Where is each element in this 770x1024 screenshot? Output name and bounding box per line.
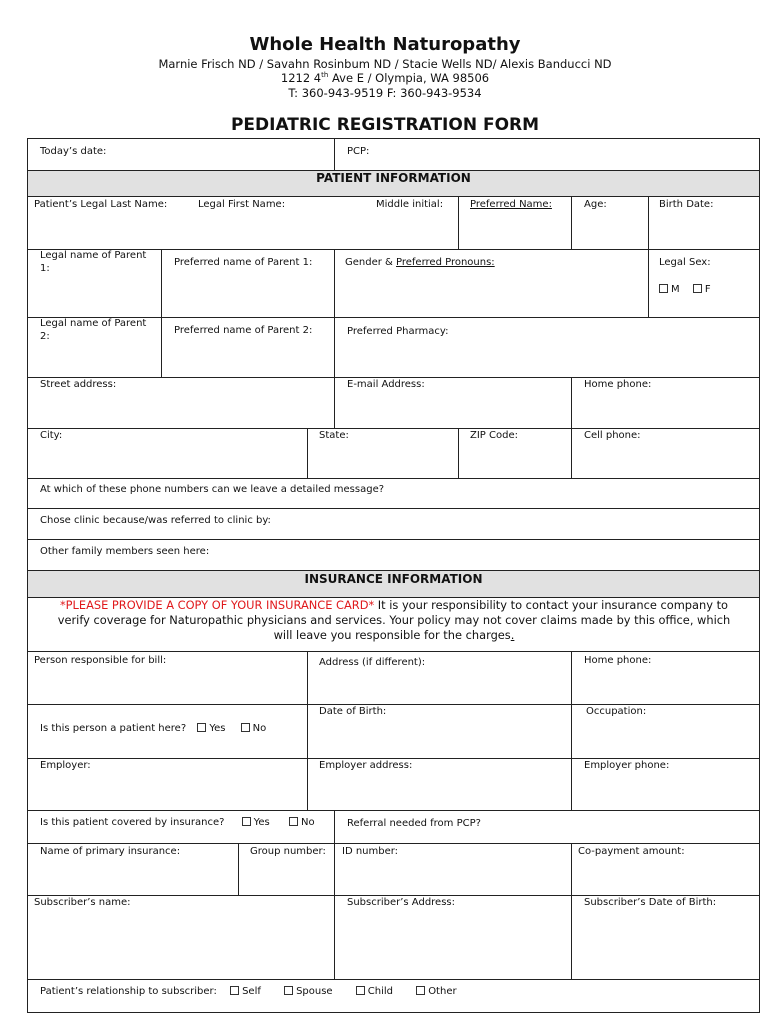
rel-child-checkbox[interactable]	[356, 986, 365, 995]
gender-label: Gender &	[345, 257, 397, 268]
covered-by-insurance-row	[40, 816, 319, 829]
legal-sex-options	[659, 283, 715, 296]
message-phone-field[interactable]: At which of these phone numbers can we leave a detailed message?	[40, 484, 385, 495]
email-address-field[interactable]: E-mail Address:	[347, 379, 425, 390]
relationship-row	[40, 985, 461, 998]
address-number: 1212 4	[280, 71, 322, 85]
patient-here-no-option[interactable]	[241, 722, 267, 735]
legal-sex-label: Legal Sex:	[659, 257, 711, 268]
covered-no-label: No	[300, 817, 315, 828]
sex-f-label: F	[704, 284, 711, 295]
pcp-field[interactable]: PCP:	[347, 146, 370, 157]
group-number-field[interactable]: Group number:	[250, 846, 326, 857]
copayment-field[interactable]: Co-payment amount:	[578, 846, 685, 857]
covered-yes-label: Yes	[253, 817, 270, 828]
rel-self-label: Self	[242, 986, 261, 997]
rel-self-option[interactable]	[230, 985, 261, 998]
family-members-field[interactable]: Other family members seen here:	[40, 546, 210, 557]
age-field[interactable]: Age:	[584, 199, 607, 210]
patient-here-no-label: No	[252, 723, 267, 734]
patient-here-yes-label: Yes	[209, 723, 226, 734]
covered-by-insurance-label: Is this patient covered by insurance?	[40, 817, 225, 828]
employer-address-field[interactable]: Employer address:	[319, 760, 413, 771]
physician-list: Marnie Frisch ND / Savahn Rosinbum ND / Stacie Wells ND/ Alexis Banducci ND	[158, 57, 612, 71]
rel-child-option[interactable]	[356, 985, 393, 998]
referral-needed-field[interactable]: Referral needed from PCP?	[347, 818, 481, 829]
parent1-preferred-name-field[interactable]: Preferred name of Parent 1:	[174, 257, 313, 268]
person-responsible-field[interactable]: Person responsible for bill:	[34, 655, 167, 666]
clinic-name: Whole Health Naturopathy	[249, 34, 521, 55]
preferred-pharmacy-field[interactable]: Preferred Pharmacy:	[347, 326, 449, 337]
parent2-preferred-name-field[interactable]: Preferred name of Parent 2:	[174, 325, 313, 336]
employer-phone-field[interactable]: Employer phone:	[584, 760, 670, 771]
address-if-different-field[interactable]: Address (if different):	[319, 657, 426, 668]
pronouns-label: Preferred Pronouns:	[396, 257, 495, 268]
covered-yes-option[interactable]	[242, 816, 270, 829]
subscriber-address-field[interactable]: Subscriber’s Address:	[347, 897, 456, 908]
patient-here-no-checkbox[interactable]	[241, 723, 250, 732]
gender-pronouns-field[interactable]	[345, 256, 495, 269]
parent2-legal-name-field[interactable]: Legal name of Parent 2:	[40, 318, 147, 342]
birth-date-field[interactable]: Birth Date:	[659, 199, 714, 210]
covered-yes-checkbox[interactable]	[242, 817, 251, 826]
covered-no-checkbox[interactable]	[289, 817, 298, 826]
clinic-phones: T: 360-943-9519 F: 360-943-9534	[288, 86, 482, 100]
patient-info-heading: PATIENT INFORMATION	[316, 171, 471, 185]
preferred-name-field[interactable]: Preferred Name:	[470, 199, 552, 210]
zip-code-field[interactable]: ZIP Code:	[470, 430, 518, 441]
rel-other-label: Other	[428, 986, 457, 997]
rel-other-option[interactable]	[416, 985, 456, 998]
address-rest: Ave E / Olympia, WA 98506	[328, 71, 490, 85]
todays-date-field[interactable]: Today’s date:	[40, 146, 107, 157]
rel-spouse-option[interactable]	[284, 985, 333, 998]
employer-field[interactable]: Employer:	[40, 760, 91, 771]
patient-here-yes-checkbox[interactable]	[197, 723, 206, 732]
insurance-info-heading: INSURANCE INFORMATION	[304, 572, 483, 586]
patient-here-yes-option[interactable]	[197, 722, 225, 735]
rel-other-checkbox[interactable]	[416, 986, 425, 995]
insurance-card-warning: *PLEASE PROVIDE A COPY OF YOUR INSURANCE CARD*	[59, 598, 375, 612]
sex-m-label: M	[671, 284, 680, 295]
street-address-field[interactable]: Street address:	[40, 379, 117, 390]
referred-by-field[interactable]: Chose clinic because/was referred to clinic by:	[40, 515, 271, 526]
notice-line3-period: .	[510, 628, 515, 642]
subscriber-name-field[interactable]: Subscriber’s name:	[34, 897, 131, 908]
form-title: PEDIATRIC REGISTRATION FORM	[230, 115, 540, 135]
is-patient-here-row	[40, 722, 270, 735]
responsible-home-phone-field[interactable]: Home phone:	[584, 655, 652, 666]
registration-form	[27, 138, 760, 1013]
last-name-field[interactable]: Patient’s Legal Last Name:	[34, 199, 168, 210]
id-number-field[interactable]: ID number:	[342, 846, 399, 857]
insurance-notice-line3	[34, 628, 754, 643]
covered-no-option[interactable]	[289, 816, 315, 829]
first-name-field[interactable]: Legal First Name:	[198, 199, 286, 210]
relationship-label: Patient’s relationship to subscriber:	[40, 986, 217, 997]
cell-phone-field[interactable]: Cell phone:	[584, 430, 641, 441]
responsible-dob-field[interactable]: Date of Birth:	[319, 706, 387, 717]
clinic-address	[0, 71, 770, 85]
address-ordinal: th	[321, 71, 329, 80]
insurance-notice-line1	[34, 598, 754, 613]
subscriber-dob-field[interactable]: Subscriber’s Date of Birth:	[584, 897, 717, 908]
rel-spouse-label: Spouse	[296, 986, 333, 997]
sex-m-option[interactable]	[659, 283, 680, 296]
sex-f-option[interactable]	[693, 283, 711, 296]
rel-child-label: Child	[367, 986, 393, 997]
state-field[interactable]: State:	[319, 430, 349, 441]
rel-spouse-checkbox[interactable]	[284, 986, 293, 995]
city-field[interactable]: City:	[40, 430, 63, 441]
occupation-field[interactable]: Occupation:	[586, 706, 647, 717]
home-phone-field[interactable]: Home phone:	[584, 379, 652, 390]
middle-initial-field[interactable]: Middle initial:	[376, 199, 444, 210]
sex-m-checkbox[interactable]	[659, 284, 668, 293]
notice-line3-text: will leave you responsible for the charges	[273, 628, 511, 642]
notice-line1-rest: It is your responsibility to contact your insurance company to	[374, 598, 729, 612]
rel-self-checkbox[interactable]	[230, 986, 239, 995]
is-patient-here-label: Is this person a patient here?	[40, 723, 187, 734]
parent1-legal-name-field[interactable]: Legal name of Parent 1:	[40, 250, 147, 274]
insurance-notice-line2: verify coverage for Naturopathic physicians and services. Your policy may not cover claims made by this office, which	[57, 613, 731, 627]
primary-insurance-field[interactable]: Name of primary insurance:	[40, 846, 181, 857]
sex-f-checkbox[interactable]	[693, 284, 702, 293]
